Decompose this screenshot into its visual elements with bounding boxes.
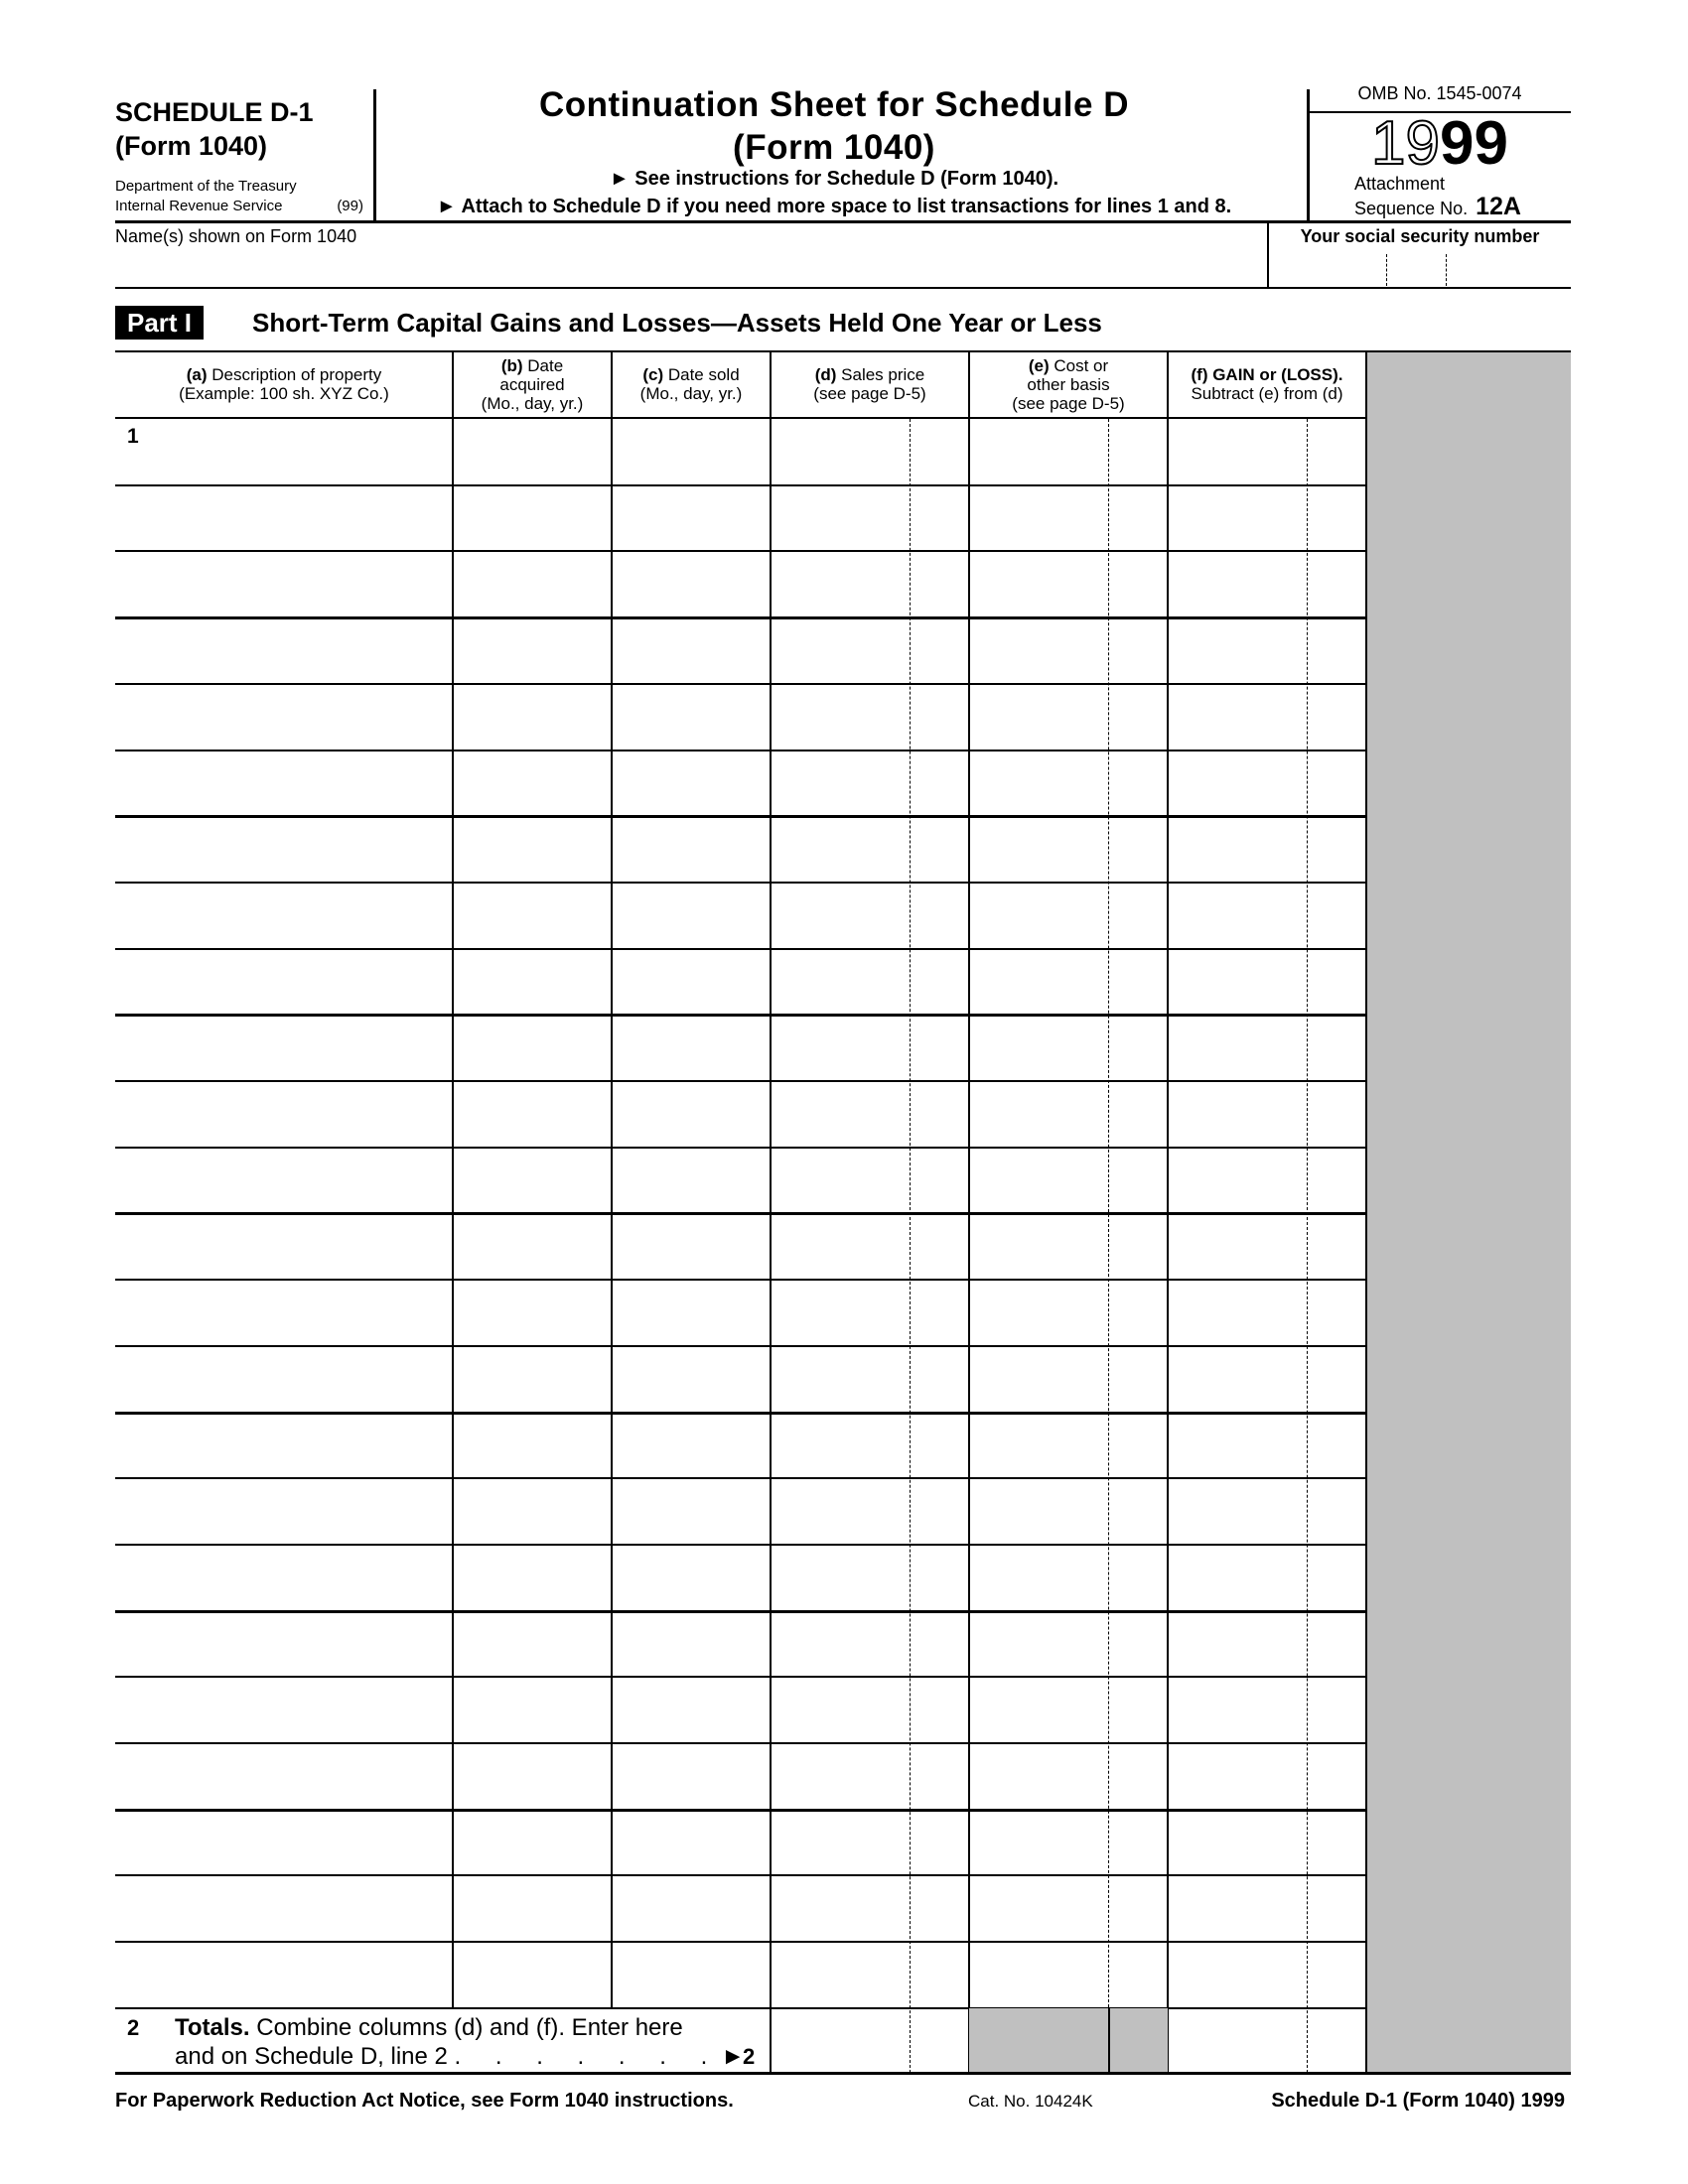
col-line-ab	[452, 352, 454, 2007]
cell-description[interactable]	[119, 1027, 451, 1069]
cell-date-sold[interactable]	[616, 1491, 769, 1533]
cell-date-sold[interactable]	[616, 1160, 769, 1202]
cell-date-acquired[interactable]	[457, 630, 610, 672]
cell-cost-basis[interactable]	[973, 1359, 1166, 1401]
cell-description[interactable]	[119, 763, 451, 805]
cell-gain-loss[interactable]	[1172, 763, 1364, 805]
col-line-bc	[611, 352, 613, 2007]
cell-cost-basis[interactable]	[973, 630, 1166, 672]
cell-date-sold[interactable]	[616, 1888, 769, 1930]
schedule-form: (Form 1040)	[115, 131, 268, 161]
department-label: Department of the Treasury	[115, 178, 297, 195]
cell-sales-price[interactable]	[774, 763, 967, 805]
colhead-c: (c) Date sold (Mo., day, yr.)	[639, 365, 743, 403]
instructions	[377, 165, 1291, 220]
cell-date-acquired[interactable]	[457, 1293, 610, 1334]
cell-date-acquired[interactable]	[457, 1226, 610, 1268]
cell-gain-loss[interactable]	[1172, 1359, 1364, 1401]
cell-date-acquired[interactable]	[457, 1756, 610, 1798]
cell-gain-loss[interactable]	[1172, 829, 1364, 871]
cell-cost-basis[interactable]	[973, 1558, 1166, 1599]
cell-date-acquired[interactable]	[457, 1160, 610, 1202]
cell-cost-basis[interactable]	[973, 895, 1166, 937]
cell-cost-basis[interactable]	[973, 829, 1166, 871]
part-badge: Part I	[115, 306, 204, 340]
cell-date-acquired[interactable]	[457, 1359, 610, 1401]
cell-description[interactable]	[119, 498, 451, 540]
leader-dots: . . . . . . .	[454, 2043, 722, 2070]
cell-sales-price[interactable]	[774, 1226, 967, 1268]
cell-sales-price[interactable]	[774, 1955, 967, 1996]
tax-year-century: 19	[1371, 109, 1440, 178]
totals-shaded-e	[969, 2008, 1168, 2073]
instruction-see: ► See instructions for Schedule D (Form 1040).	[609, 168, 1059, 190]
cell-description[interactable]	[119, 1160, 451, 1202]
line-2-ref: 2	[743, 2044, 756, 2069]
cell-date-sold[interactable]	[616, 1955, 769, 1996]
row-rule	[115, 1080, 1366, 1082]
row-rule	[115, 1742, 1366, 1744]
cell-description[interactable]	[119, 1094, 451, 1136]
cell-date-sold[interactable]	[616, 697, 769, 739]
cell-sales-price[interactable]	[774, 1293, 967, 1334]
cell-gain-loss[interactable]	[1172, 1756, 1364, 1798]
row-rule	[115, 1147, 1366, 1149]
cell-cost-basis[interactable]	[973, 697, 1166, 739]
cell-cost-basis[interactable]	[973, 1955, 1166, 1996]
cell-sales-price[interactable]	[774, 432, 967, 474]
irs-code: (99)	[337, 198, 363, 214]
row-rule	[115, 1212, 1366, 1215]
line-2-number: 2	[127, 2015, 140, 2040]
cell-date-acquired[interactable]	[457, 697, 610, 739]
row-rule	[115, 815, 1366, 818]
cell-gain-loss[interactable]	[1172, 962, 1364, 1004]
row-rule	[115, 484, 1366, 486]
row-rule	[115, 1941, 1366, 1943]
totals-e-cents-line	[1108, 2008, 1110, 2073]
col-line-cd	[770, 352, 772, 2073]
cell-description[interactable]	[119, 697, 451, 739]
cell-gain-loss[interactable]	[1172, 1226, 1364, 1268]
ssn-input[interactable]	[1281, 250, 1567, 286]
cents-divider-f	[1307, 419, 1308, 2073]
cell-date-sold[interactable]	[616, 432, 769, 474]
cell-cost-basis[interactable]	[973, 1888, 1166, 1930]
cell-sales-price[interactable]	[774, 962, 967, 1004]
cell-sales-price[interactable]	[774, 630, 967, 672]
arrow-right-icon: ►	[721, 2043, 745, 2070]
cell-gain-loss[interactable]	[1172, 1160, 1364, 1202]
cell-gain-loss[interactable]	[1172, 432, 1364, 474]
cell-date-sold[interactable]	[616, 895, 769, 937]
row-rule	[115, 1477, 1366, 1479]
cell-date-acquired[interactable]	[457, 498, 610, 540]
cell-cost-basis[interactable]	[973, 1823, 1166, 1864]
totals-top-rule	[115, 2007, 1366, 2009]
cell-description[interactable]	[119, 962, 451, 1004]
cell-sales-price[interactable]	[774, 1558, 967, 1599]
form-footer-id: Schedule D-1 (Form 1040) 1999	[1271, 2090, 1565, 2112]
cell-date-acquired[interactable]	[457, 1624, 610, 1666]
cell-cost-basis[interactable]	[973, 498, 1166, 540]
row-rule	[115, 1544, 1366, 1546]
cell-description[interactable]	[119, 1226, 451, 1268]
cell-date-acquired[interactable]	[457, 1094, 610, 1136]
ssn-divider	[1267, 222, 1269, 288]
cell-sales-price[interactable]	[774, 564, 967, 606]
cell-gain-loss[interactable]	[1172, 1888, 1364, 1930]
form-title-line1: Continuation Sheet for Schedule D	[538, 85, 1130, 124]
cell-description[interactable]	[119, 1955, 451, 1996]
cell-description[interactable]	[119, 1293, 451, 1334]
cell-description[interactable]	[119, 432, 451, 474]
cell-gain-loss[interactable]	[1172, 1558, 1364, 1599]
identity-bottom-rule	[115, 287, 1571, 289]
cell-gain-loss[interactable]	[1172, 1955, 1364, 1996]
row-rule	[115, 1874, 1366, 1876]
totals-sales-price-input[interactable]	[774, 2025, 967, 2067]
cell-date-sold[interactable]	[616, 1558, 769, 1599]
cell-sales-price[interactable]	[774, 1888, 967, 1930]
cell-description[interactable]	[119, 1690, 451, 1731]
cell-date-acquired[interactable]	[457, 1823, 610, 1864]
cell-date-acquired[interactable]	[457, 564, 610, 606]
cell-description[interactable]	[119, 1491, 451, 1533]
cell-description[interactable]	[119, 829, 451, 871]
row-rule	[115, 1279, 1366, 1281]
cell-gain-loss[interactable]	[1172, 1094, 1364, 1136]
cell-description[interactable]	[119, 1426, 451, 1467]
cell-date-acquired[interactable]	[457, 1955, 610, 1996]
colhead-e: (e) Cost or other basis (see page D-5)	[1012, 355, 1125, 413]
row-rule	[115, 1412, 1366, 1415]
cell-date-sold[interactable]	[616, 498, 769, 540]
cell-date-sold[interactable]	[616, 829, 769, 871]
cell-cost-basis[interactable]	[973, 432, 1166, 474]
cell-sales-price[interactable]	[774, 1426, 967, 1467]
totals-bold: Totals.	[175, 2014, 250, 2041]
cell-gain-loss[interactable]	[1172, 1027, 1364, 1069]
cell-date-sold[interactable]	[616, 1359, 769, 1401]
col-line-ef	[1167, 352, 1169, 2073]
ssn-label: Your social security number	[1300, 226, 1540, 246]
cell-description[interactable]	[119, 1624, 451, 1666]
colhead-b: (b) Date acquired (Mo., day, yr.)	[481, 355, 584, 413]
cell-date-sold[interactable]	[616, 1823, 769, 1864]
cell-date-acquired[interactable]	[457, 763, 610, 805]
part-title: Short-Term Capital Gains and Losses—Assets Held One Year or Less	[252, 308, 1102, 338]
cell-cost-basis[interactable]	[973, 1756, 1166, 1798]
cell-cost-basis[interactable]	[973, 1094, 1166, 1136]
cell-date-sold[interactable]	[616, 630, 769, 672]
cell-description[interactable]	[119, 895, 451, 937]
cell-cost-basis[interactable]	[973, 1491, 1166, 1533]
cell-cost-basis[interactable]	[973, 763, 1166, 805]
cell-gain-loss[interactable]	[1172, 498, 1364, 540]
cell-description[interactable]	[119, 1888, 451, 1930]
cell-gain-loss[interactable]	[1172, 1690, 1364, 1731]
cell-description[interactable]	[119, 564, 451, 606]
cell-cost-basis[interactable]	[973, 1160, 1166, 1202]
cell-date-acquired[interactable]	[457, 1558, 610, 1599]
cell-sales-price[interactable]	[774, 829, 967, 871]
cell-gain-loss[interactable]	[1172, 1293, 1364, 1334]
cell-gain-loss[interactable]	[1172, 630, 1364, 672]
cell-date-acquired[interactable]	[457, 432, 610, 474]
totals-gain-loss-input[interactable]	[1172, 2025, 1364, 2067]
form-title-line2: (Form 1040)	[733, 128, 935, 167]
tax-year	[1309, 111, 1571, 177]
cell-gain-loss[interactable]	[1172, 697, 1364, 739]
cell-cost-basis[interactable]	[973, 1027, 1166, 1069]
shaded-column	[1366, 352, 1571, 2073]
col-line-de	[968, 352, 970, 2073]
cell-date-acquired[interactable]	[457, 1888, 610, 1930]
table-bottom-rule	[115, 2072, 1571, 2075]
cell-description[interactable]	[119, 1359, 451, 1401]
cell-cost-basis[interactable]	[973, 962, 1166, 1004]
cell-sales-price[interactable]	[774, 1027, 967, 1069]
cell-sales-price[interactable]	[774, 1094, 967, 1136]
cell-date-sold[interactable]	[616, 962, 769, 1004]
cell-sales-price[interactable]	[774, 697, 967, 739]
row-rule	[115, 1345, 1366, 1347]
cell-date-sold[interactable]	[616, 1027, 769, 1069]
row-rule	[115, 616, 1366, 619]
row-rule	[115, 550, 1366, 552]
colhead-f: (f) GAIN or (LOSS). Subtract (e) from (d)	[1191, 365, 1343, 403]
cell-gain-loss[interactable]	[1172, 564, 1364, 606]
cell-date-acquired[interactable]	[457, 1690, 610, 1731]
cell-date-sold[interactable]	[616, 1094, 769, 1136]
cell-description[interactable]	[119, 1558, 451, 1599]
colhead-a: (a) Description of property (Example: 100 sh. XYZ Co.)	[179, 365, 389, 403]
sequence-label: Sequence No.	[1354, 199, 1469, 218]
paperwork-notice: For Paperwork Reduction Act Notice, see Form 1040 instructions.	[115, 2090, 734, 2112]
row-rule	[115, 683, 1366, 685]
cell-gain-loss[interactable]	[1172, 1426, 1364, 1467]
cell-date-sold[interactable]	[616, 763, 769, 805]
sequence-number: 12A	[1476, 193, 1521, 220]
cell-gain-loss[interactable]	[1172, 1624, 1364, 1666]
cell-date-sold[interactable]	[616, 1690, 769, 1731]
cell-date-acquired[interactable]	[457, 829, 610, 871]
cell-date-sold[interactable]	[616, 1426, 769, 1467]
cell-date-sold[interactable]	[616, 1624, 769, 1666]
schedule-id	[115, 95, 314, 163]
cell-sales-price[interactable]	[774, 1690, 967, 1731]
colhead-bottom-rule	[115, 417, 1366, 419]
cell-cost-basis[interactable]	[973, 1624, 1166, 1666]
row-rule	[115, 1809, 1366, 1812]
cell-date-acquired[interactable]	[457, 1426, 610, 1467]
cell-gain-loss[interactable]	[1172, 895, 1364, 937]
form-title	[377, 83, 1291, 169]
cell-sales-price[interactable]	[774, 498, 967, 540]
cents-divider-e	[1108, 419, 1109, 2007]
attachment-sequence	[1354, 173, 1521, 220]
line-1-number: 1	[127, 425, 139, 448]
omb-number: OMB No. 1545-0074	[1357, 83, 1522, 103]
cell-sales-price[interactable]	[774, 895, 967, 937]
cell-description[interactable]	[119, 1756, 451, 1798]
attachment-label: Attachment	[1354, 174, 1446, 194]
cell-date-acquired[interactable]	[457, 895, 610, 937]
row-rule	[115, 1676, 1366, 1678]
header-divider-left	[373, 89, 376, 221]
colhead-d: (d) Sales price (see page D-5)	[813, 365, 926, 403]
cell-date-sold[interactable]	[616, 1756, 769, 1798]
cell-cost-basis[interactable]	[973, 1293, 1166, 1334]
col-line-f-shade	[1365, 352, 1367, 2073]
catalog-number: Cat. No. 10424K	[968, 2092, 1093, 2111]
cell-sales-price[interactable]	[774, 1491, 967, 1533]
cell-cost-basis[interactable]	[973, 1690, 1166, 1731]
cell-sales-price[interactable]	[774, 1160, 967, 1202]
cell-date-sold[interactable]	[616, 1226, 769, 1268]
totals-text1: Combine columns (d) and (f). Enter here	[249, 2014, 683, 2041]
cell-sales-price[interactable]	[774, 1359, 967, 1401]
cell-date-acquired[interactable]	[457, 1491, 610, 1533]
cell-date-sold[interactable]	[616, 1293, 769, 1334]
totals-text2: and on Schedule D, line 2	[175, 2043, 448, 2070]
cell-cost-basis[interactable]	[973, 1426, 1166, 1467]
irs-label: Internal Revenue Service	[115, 198, 283, 214]
schedule-name: SCHEDULE D-1	[115, 97, 314, 127]
cell-sales-price[interactable]	[774, 1756, 967, 1798]
cell-gain-loss[interactable]	[1172, 1491, 1364, 1533]
instruction-attach: ► Attach to Schedule D if you need more space to list transactions for lines 1 and 8.	[436, 196, 1232, 217]
names-input[interactable]	[119, 250, 1265, 286]
cell-date-acquired[interactable]	[457, 962, 610, 1004]
row-rule	[115, 1014, 1366, 1017]
cell-date-sold[interactable]	[616, 564, 769, 606]
cell-sales-price[interactable]	[774, 1823, 967, 1864]
cell-description[interactable]	[119, 1823, 451, 1864]
row-rule	[115, 948, 1366, 950]
cell-description[interactable]	[119, 630, 451, 672]
cell-date-acquired[interactable]	[457, 1027, 610, 1069]
tax-year-decade: 99	[1440, 109, 1508, 178]
row-rule	[115, 750, 1366, 751]
cents-divider-d	[910, 419, 911, 2073]
header-bottom-rule	[115, 220, 1571, 223]
totals-label	[175, 2013, 745, 2071]
cell-cost-basis[interactable]	[973, 1226, 1166, 1268]
cell-gain-loss[interactable]	[1172, 1823, 1364, 1864]
cell-cost-basis[interactable]	[973, 564, 1166, 606]
row-rule	[115, 1610, 1366, 1613]
row-rule	[115, 882, 1366, 884]
names-label: Name(s) shown on Form 1040	[115, 226, 357, 246]
agency-block	[115, 177, 363, 216]
cell-sales-price[interactable]	[774, 1624, 967, 1666]
